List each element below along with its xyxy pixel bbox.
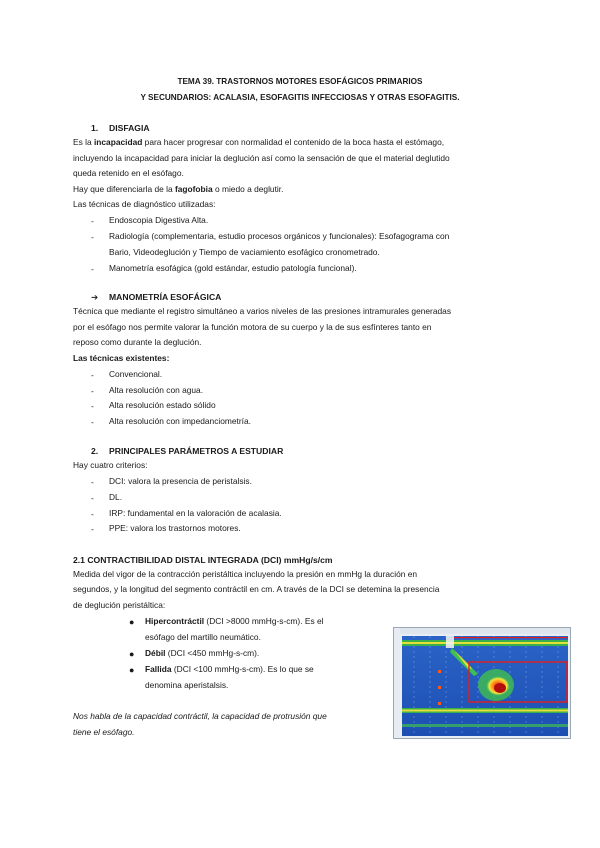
bullet-hipercontractil xyxy=(145,614,323,630)
s1-list-item-3: Manometría esofágica (gold estándar, estudio patología funcional). xyxy=(109,263,357,273)
bullet-text: (DCI <450 mmHg-s-cm). xyxy=(165,648,260,658)
s21-paragraph-line-2: segundos, y la longitud del segmento contráctil en cm. A través de la DCI se detemina la presencia xyxy=(73,584,440,594)
mano-paragraph-line-3: reposo como durante la deglución. xyxy=(73,337,202,347)
s1-fagofobia-line xyxy=(73,182,283,198)
s1-paragraph-line-3: queda retenido en el esófago. xyxy=(73,168,184,178)
s2-item-2: DL. xyxy=(109,492,123,502)
label-hipercontractil: Hipercontráctil xyxy=(145,616,205,626)
s1-text: o miedo a deglutir. xyxy=(212,184,284,194)
list-dash: - xyxy=(91,401,94,411)
mano-paragraph-line-1: Técnica que mediante el registro simultáneo a varios niveles de las presiones intramurales generadas xyxy=(73,306,452,316)
s1-techniques-intro: Las técnicas de diagnóstico utilizadas: xyxy=(73,199,216,209)
bullet-debil xyxy=(145,646,259,662)
mano-item-1: Convencional. xyxy=(109,369,163,379)
list-dash: - xyxy=(91,477,94,487)
bullet-fallida-line-2: denomina aperistalsis. xyxy=(145,680,229,690)
list-dash: - xyxy=(91,493,94,503)
list-dash: - xyxy=(91,370,94,380)
list-dash: - xyxy=(91,524,94,534)
arrow-icon: ➔ xyxy=(91,292,99,302)
mano-techniques-label: Las técnicas existentes: xyxy=(73,353,170,363)
s2-intro: Hay cuatro criterios: xyxy=(73,460,148,470)
bullet-fallida xyxy=(145,662,314,678)
list-dash: - xyxy=(91,417,94,427)
s1-text: Hay que diferenciarla de la xyxy=(73,184,175,194)
s21-paragraph-line-3: de deglución peristáltica: xyxy=(73,600,166,610)
italic-note-line-1: Nos habla de la capacidad contráctil, la capacidad de protrusión que xyxy=(73,711,327,721)
list-dash: - xyxy=(91,216,94,226)
bullet-dot: ● xyxy=(129,617,135,627)
s2-item-3: IRP: fundamental en la valoración de acalasia. xyxy=(109,508,282,518)
s1-paragraph-line-2: incluyendo la incapacidad para iniciar la deglución así como la sensación de que el material deglutido xyxy=(73,153,450,163)
mano-item-3: Alta resolución estado sólido xyxy=(109,400,216,410)
italic-note-line-2: tiene el esófago. xyxy=(73,727,135,737)
manometry-figure xyxy=(393,627,571,739)
section-2-number: 2. xyxy=(91,446,99,456)
list-dash: - xyxy=(91,264,94,274)
s1-text: para hacer progresar con normalidad el contenido de la boca hasta el estómago, xyxy=(142,137,445,147)
section-1-heading: DISFAGIA xyxy=(109,123,150,133)
s1-bold-incapacidad: incapacidad xyxy=(93,137,143,147)
bullet-text: (DCI <100 mmHg-s-cm). Es lo que se xyxy=(171,664,314,674)
list-dash: - xyxy=(91,386,94,396)
s1-list-item-2a: Radiología (complementaria, estudio procesos orgánicos y funcionales): Esofagograma con xyxy=(109,231,450,241)
s1-list-item-1: Endoscopia Digestiva Alta. xyxy=(109,215,209,225)
title-line-2: Y SECUNDARIOS: ACALASIA, ESOFAGITIS INFECCIOSAS Y OTRAS ESOFAGITIS. xyxy=(140,93,460,102)
bullet-dot: ● xyxy=(129,649,135,659)
title-line-1: TEMA 39. TRASTORNOS MOTORES ESOFÁGICOS PRIMARIOS xyxy=(177,77,423,86)
list-dash: - xyxy=(91,232,94,242)
bullet-text: (DCI >8000 mmHg-s-cm). Es el xyxy=(204,616,324,626)
label-fallida: Fallida xyxy=(145,664,172,674)
bullet-dot: ● xyxy=(129,665,135,675)
manometry-plot-image xyxy=(394,628,570,738)
s1-text: Es la xyxy=(73,137,94,147)
mano-item-2: Alta resolución con agua. xyxy=(109,385,204,395)
s1-bold-fagofobia: fagofobia xyxy=(174,184,213,194)
section-2-1-heading: 2.1 CONTRACTIBILIDAD DISTAL INTEGRADA (DCI) mmHg/s/cm xyxy=(73,555,333,565)
section-2-heading: PRINCIPALES PARÁMETROS A ESTUDIAR xyxy=(109,446,284,456)
label-debil: Débil xyxy=(145,648,166,658)
manometria-heading: MANOMETRÍA ESOFÁGICA xyxy=(109,292,222,302)
section-1-number: 1. xyxy=(91,123,99,133)
mano-paragraph-line-2: por el esófago nos permite valorar la función motora de su cuerpo y la de sus esfínteres tanto en xyxy=(73,322,432,332)
s21-paragraph-line-1: Medida del vigor de la contracción peristáltica incluyendo la presión en mmHg la duración en xyxy=(73,569,418,579)
s1-list-item-2b: Bario, Videodeglución y Tiempo de vaciamiento esofágico cronometrado. xyxy=(109,247,380,257)
list-dash: - xyxy=(91,509,94,519)
s2-item-1: DCI: valora la presencia de peristalsis. xyxy=(109,476,252,486)
bullet-hipercontractil-line-2: esófago del martillo neumático. xyxy=(145,632,261,642)
mano-item-4: Alta resolución con impedanciometría. xyxy=(109,416,251,426)
s1-paragraph-line-1 xyxy=(73,135,444,151)
s2-item-4: PPE: valora los trastornos motores. xyxy=(109,523,241,533)
